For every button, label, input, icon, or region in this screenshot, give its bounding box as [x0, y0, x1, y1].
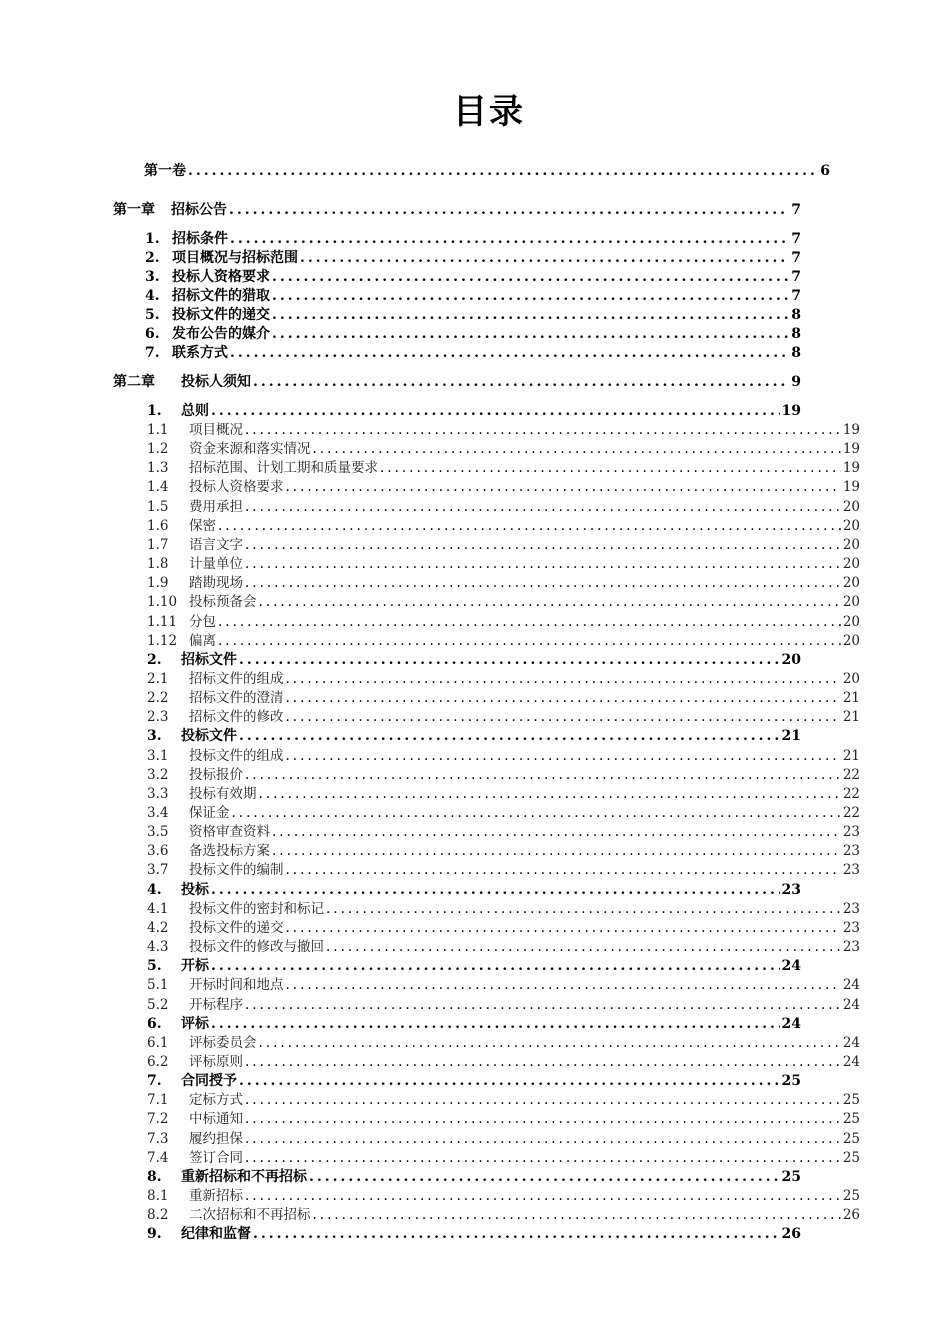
- toc-entry[interactable]: [147, 804, 860, 823]
- toc-entry[interactable]: [145, 306, 801, 325]
- toc-entry-label: 评标委员会: [189, 1034, 257, 1051]
- toc-entry-page: 19: [781, 403, 801, 419]
- toc-dot-leader: [326, 938, 841, 957]
- toc-entry-label: 资格审查资料: [189, 824, 270, 841]
- toc-entry-label: 投标人资格要求: [189, 479, 284, 496]
- toc-entry-number: 7.1: [147, 1092, 169, 1109]
- toc-entry-number: 4.: [145, 288, 160, 304]
- toc-entry-label: 投标文件的修改与撤回: [189, 939, 324, 956]
- toc-entry-number: 4.: [147, 881, 162, 898]
- toc-entry-label: 资金来源和落实情况: [189, 441, 311, 458]
- toc-dot-leader: [232, 804, 841, 823]
- toc-entry-number: 第一章: [113, 202, 155, 218]
- toc-entry[interactable]: [147, 421, 860, 440]
- toc-dot-leader: [239, 1072, 780, 1091]
- toc-entry-number: 2.1: [147, 670, 169, 687]
- toc-dot-leader: [286, 478, 841, 497]
- toc-entry[interactable]: [147, 555, 860, 574]
- toc-entry-page: 25: [781, 1168, 801, 1185]
- toc-dot-leader: [245, 536, 841, 555]
- toc-entry[interactable]: [147, 1091, 860, 1110]
- toc-entry-label: 中标通知: [189, 1111, 243, 1128]
- toc-entry-label: 投标文件的密封和标记: [189, 900, 324, 917]
- toc-entry-label: 保证金: [189, 805, 230, 821]
- toc-entry-label: 开标时间和地点: [189, 977, 284, 994]
- toc-entry-number: 7.2: [147, 1111, 169, 1128]
- toc-entry-page: 20: [842, 536, 860, 553]
- toc-entry[interactable]: [147, 1015, 801, 1034]
- toc-entry[interactable]: [147, 881, 801, 900]
- toc-entry-page: 20: [842, 632, 860, 649]
- toc-entry-number: 1.1: [147, 422, 169, 438]
- toc-entry[interactable]: [147, 1149, 860, 1168]
- toc-entry[interactable]: [147, 402, 801, 421]
- toc-entry[interactable]: [147, 976, 860, 995]
- toc-entry[interactable]: [147, 1072, 801, 1091]
- toc-entry-number: 第二章: [113, 374, 155, 390]
- toc-entry-label: 投标文件的编制: [189, 862, 284, 879]
- toc-dot-leader: [218, 517, 841, 536]
- toc-entry-page: 23: [842, 919, 860, 936]
- toc-entry-page: 24: [842, 1034, 860, 1051]
- toc-entry-number: 8.2: [147, 1207, 169, 1224]
- toc-entry-label: 投标预备会: [189, 594, 257, 611]
- toc-entry-number: 1.9: [147, 575, 169, 592]
- toc-entry-page: 19: [842, 422, 860, 438]
- toc-entry-number: 6.1: [147, 1034, 169, 1051]
- toc-entry-page: 21: [781, 728, 801, 745]
- toc-entry-number: 3.2: [147, 766, 169, 783]
- toc-dot-leader: [245, 498, 841, 517]
- toc-entry-number: 1.: [147, 403, 162, 419]
- toc-entry-number: 7.: [145, 345, 160, 361]
- toc-entry-label: 履约担保: [189, 1130, 243, 1147]
- toc-entry[interactable]: [147, 785, 860, 804]
- toc-entry-label: 开标程序: [189, 996, 243, 1013]
- toc-entry-page: 7: [791, 231, 801, 247]
- toc-entry[interactable]: [147, 1206, 860, 1225]
- toc-entry-number: 3.: [145, 269, 160, 285]
- toc-entry-number: 3.6: [147, 843, 169, 860]
- toc-entry-page: 20: [842, 556, 860, 573]
- toc-entry[interactable]: [147, 919, 860, 938]
- toc-entry-number: 1.8: [147, 556, 169, 573]
- toc-entry[interactable]: [147, 708, 860, 727]
- toc-entry-label: 定标方式: [189, 1092, 243, 1109]
- toc-entry-number: 3.4: [147, 805, 169, 821]
- toc-entry-label: 重新招标和不再招标: [181, 1168, 307, 1185]
- toc-dot-leader: [286, 689, 841, 708]
- toc-entry[interactable]: [145, 268, 801, 287]
- toc-entry-number: 1.11: [147, 613, 178, 630]
- toc-entry-page: 20: [781, 651, 801, 668]
- toc-dot-leader: [286, 919, 841, 938]
- toc-entry-label: 二次招标和不再招标: [189, 1207, 311, 1224]
- toc-dot-leader: [253, 1225, 780, 1244]
- toc-dot-leader: [245, 1130, 841, 1149]
- toc-entry-page: 21: [842, 747, 860, 764]
- toc-entry-page: 22: [842, 766, 860, 783]
- toc-entry-page: 23: [842, 939, 860, 956]
- toc-entry-number: 7.: [147, 1073, 162, 1090]
- toc-entry-label: 联系方式: [172, 345, 228, 361]
- toc-entry-label: 投标文件的递交: [189, 919, 284, 936]
- toc-dot-leader: [259, 593, 841, 612]
- toc-dot-leader: [286, 670, 841, 689]
- toc-entry-number: 5.: [147, 958, 162, 975]
- toc-dot-leader: [253, 373, 789, 392]
- toc-entry-number: 2.: [147, 651, 162, 668]
- toc-dot-leader: [211, 881, 780, 900]
- toc-entry[interactable]: [147, 747, 860, 766]
- toc-entry-label: 招标文件的猎取: [172, 288, 270, 304]
- toc-entry-page: 22: [842, 785, 860, 802]
- toc-entry-label: 招标条件: [172, 231, 228, 247]
- toc-entry-number: 5.1: [147, 977, 169, 994]
- toc-entry-number: 1.12: [147, 632, 178, 649]
- toc-entry-page: 25: [842, 1149, 860, 1166]
- toc-entry[interactable]: [147, 651, 801, 670]
- toc-entry-label: 招标公告: [171, 202, 227, 218]
- toc-entry[interactable]: [147, 842, 860, 861]
- toc-entry[interactable]: [145, 325, 801, 344]
- toc-dot-leader: [272, 823, 841, 842]
- toc-entry-label: 偏离: [189, 632, 216, 649]
- toc-dot-leader: [211, 957, 780, 976]
- toc-entry-label: 备选投标方案: [189, 843, 270, 860]
- toc-entry-page: 21: [842, 690, 860, 707]
- toc-entry-number: 3.7: [147, 862, 169, 879]
- toc-entry-number: 2.2: [147, 690, 169, 707]
- toc-entry-label: 投标文件的组成: [189, 747, 284, 764]
- toc-dot-leader: [326, 900, 841, 919]
- toc-entry-page: 7: [791, 288, 801, 304]
- toc-dot-leader: [188, 162, 818, 181]
- toc-entry-number: 5.2: [147, 996, 169, 1013]
- toc-dot-leader: [245, 1110, 841, 1129]
- toc-entry-number: 4.1: [147, 900, 169, 917]
- toc-entry-label: 招标文件: [181, 651, 237, 668]
- toc-entry-page: 23: [842, 862, 860, 879]
- toc-dot-leader: [259, 1034, 841, 1053]
- toc-entry-page: 9: [791, 374, 801, 390]
- toc-entry-page: 25: [781, 1073, 801, 1090]
- toc-dot-leader: [211, 1015, 780, 1034]
- toc-entry[interactable]: [144, 162, 830, 181]
- toc-entry-page: 23: [842, 900, 860, 917]
- toc-entry-page: 20: [842, 670, 860, 687]
- toc-entry-label: 招标文件的修改: [189, 709, 284, 726]
- toc-entry[interactable]: [113, 373, 801, 392]
- toc-dot-leader: [245, 421, 841, 440]
- toc-dot-leader: [309, 1168, 780, 1187]
- toc-entry-number: 7.4: [147, 1149, 169, 1166]
- toc-entry[interactable]: [147, 670, 860, 689]
- toc-dot-leader: [313, 1206, 841, 1225]
- toc-entry[interactable]: [147, 613, 860, 632]
- toc-entry-page: 8: [791, 326, 801, 342]
- toc-entry-page: 21: [842, 709, 860, 726]
- toc-entry-label: 第一卷: [144, 163, 186, 179]
- toc-entry[interactable]: [147, 996, 860, 1015]
- toc-dot-leader: [230, 344, 789, 363]
- toc-entry[interactable]: [145, 230, 801, 249]
- toc-dot-leader: [286, 976, 841, 995]
- toc-entry-number: 3.: [147, 728, 162, 745]
- toc-entry[interactable]: [147, 517, 860, 536]
- toc-entry-number: 3.3: [147, 785, 169, 802]
- toc-dot-leader: [313, 440, 841, 459]
- toc-dot-leader: [229, 201, 789, 220]
- toc-entry-page: 7: [791, 269, 801, 285]
- toc-entry[interactable]: [145, 344, 801, 363]
- toc-entry-label: 重新招标: [189, 1188, 243, 1204]
- toc-entry-label: 招标文件的澄清: [189, 690, 284, 707]
- toc-entry-label: 分包: [189, 613, 216, 630]
- toc-entry-page: 20: [842, 498, 860, 515]
- toc-entry-page: 20: [842, 517, 860, 534]
- toc-entry-number: 8.: [147, 1168, 162, 1185]
- toc-entry-page: 7: [791, 202, 801, 218]
- toc-entry[interactable]: [147, 1187, 860, 1206]
- toc-dot-leader: [211, 402, 780, 421]
- toc-dot-leader: [272, 287, 789, 306]
- toc-entry[interactable]: [147, 459, 860, 478]
- toc-entry[interactable]: [145, 249, 801, 268]
- toc-entry-label: 语言文字: [189, 536, 243, 553]
- page-title: 目录: [453, 92, 525, 132]
- toc-entry-page: 25: [842, 1188, 860, 1204]
- toc-entry-number: 2.3: [147, 709, 169, 726]
- toc-dot-leader: [300, 249, 789, 268]
- toc-entry[interactable]: [147, 1130, 860, 1149]
- toc-entry-number: 5.: [145, 307, 160, 323]
- toc-entry-label: 投标报价: [189, 766, 243, 783]
- toc-entry-label: 招标范围、计划工期和质量要求: [189, 460, 378, 477]
- toc-entry-number: 3.5: [147, 824, 169, 841]
- toc-dot-leader: [218, 613, 841, 632]
- toc-dot-leader: [245, 1091, 841, 1110]
- toc-entry-label: 投标有效期: [189, 785, 257, 802]
- toc-entry-page: 25: [842, 1111, 860, 1128]
- toc-entry-label: 招标文件的组成: [189, 670, 284, 687]
- toc-entry-label: 费用承担: [189, 498, 243, 515]
- toc-entry-label: 评标: [181, 1015, 209, 1032]
- toc-entry[interactable]: [147, 632, 860, 651]
- toc-entry-label: 投标文件: [181, 728, 237, 745]
- toc-entry[interactable]: [147, 1053, 860, 1072]
- toc-entry[interactable]: [147, 938, 860, 957]
- toc-entry-label: 合同授予: [181, 1073, 237, 1090]
- toc-dot-leader: [245, 996, 841, 1015]
- toc-entry[interactable]: [147, 689, 860, 708]
- toc-dot-leader: [272, 325, 789, 344]
- toc-entry-page: 23: [781, 881, 801, 898]
- toc-dot-leader: [286, 747, 841, 766]
- toc-entry-number: 2.: [145, 250, 160, 266]
- toc-entry[interactable]: [147, 1225, 801, 1244]
- toc-entry-label: 保密: [189, 517, 216, 534]
- toc-entry-number: 1.3: [147, 460, 169, 477]
- toc-entry[interactable]: [147, 498, 860, 517]
- toc-entry-page: 19: [842, 460, 860, 477]
- toc-entry-label: 投标人资格要求: [172, 269, 270, 285]
- toc-entry-page: 26: [842, 1207, 860, 1224]
- toc-entry[interactable]: [113, 201, 801, 220]
- toc-entry-number: 1.2: [147, 441, 169, 458]
- toc-entry-label: 发布公告的媒介: [172, 326, 270, 342]
- toc-entry-page: 8: [791, 307, 801, 323]
- toc-entry-page: 22: [842, 805, 860, 821]
- toc-entry[interactable]: [147, 478, 860, 497]
- toc-entry[interactable]: [147, 1034, 860, 1053]
- toc-entry[interactable]: [147, 727, 801, 746]
- toc-entry-page: 8: [791, 345, 801, 361]
- toc-entry-page: 6: [820, 163, 830, 179]
- toc-entry-page: 20: [842, 613, 860, 630]
- toc-dot-leader: [245, 574, 841, 593]
- toc-entry[interactable]: [147, 900, 860, 919]
- toc-entry-label: 踏勘现场: [189, 575, 243, 592]
- toc-entry-page: 24: [781, 1015, 801, 1032]
- toc-entry-number: 1.: [145, 231, 160, 247]
- toc-entry-label: 投标文件的递交: [172, 307, 270, 323]
- toc-entry-number: 1.5: [147, 498, 169, 515]
- toc-entry[interactable]: [147, 861, 860, 880]
- toc-dot-leader: [218, 632, 841, 651]
- toc-dot-leader: [272, 306, 789, 325]
- toc-entry[interactable]: [147, 766, 860, 785]
- toc-entry-number: 6.: [145, 326, 160, 342]
- toc-entry-page: 20: [842, 575, 860, 592]
- toc-entry[interactable]: [147, 536, 860, 555]
- toc-entry-label: 投标: [181, 881, 209, 898]
- toc-entry-page: 7: [791, 250, 801, 266]
- toc-dot-leader: [259, 785, 841, 804]
- toc-entry-page: 25: [842, 1092, 860, 1109]
- toc-entry-page: 24: [781, 958, 801, 975]
- toc-entry-number: 8.1: [147, 1188, 169, 1204]
- toc-entry[interactable]: [147, 593, 860, 612]
- toc-entry-label: 开标: [181, 958, 209, 975]
- toc-entry[interactable]: [147, 1168, 801, 1187]
- toc-entry-label: 纪律和监督: [181, 1226, 251, 1243]
- toc-entry-label: 投标人须知: [181, 374, 251, 390]
- toc-entry[interactable]: [147, 957, 801, 976]
- toc-entry-page: 23: [842, 824, 860, 841]
- toc-entry-label: 评标原则: [189, 1053, 243, 1070]
- toc-dot-leader: [245, 766, 841, 785]
- toc-entry-page: 23: [842, 843, 860, 860]
- toc-entry-label: 项目概况与招标范围: [172, 250, 298, 266]
- toc-entry[interactable]: [147, 823, 860, 842]
- toc-entry-page: 24: [842, 996, 860, 1013]
- toc-dot-leader: [239, 727, 780, 746]
- toc-entry[interactable]: [147, 440, 860, 459]
- toc-dot-leader: [245, 1149, 841, 1168]
- toc-dot-leader: [239, 651, 780, 670]
- toc-entry[interactable]: [147, 574, 860, 593]
- toc-entry-number: 3.1: [147, 747, 169, 764]
- toc-entry-number: 4.2: [147, 919, 169, 936]
- toc-entry[interactable]: [147, 1110, 860, 1129]
- toc-dot-leader: [272, 268, 789, 287]
- toc-entry-number: 1.6: [147, 517, 169, 534]
- toc-dot-leader: [230, 230, 789, 249]
- toc-entry[interactable]: [145, 287, 801, 306]
- toc-entry-label: 项目概况: [189, 422, 243, 438]
- toc-entry-number: 9.: [147, 1226, 162, 1243]
- toc-entry-page: 24: [842, 1053, 860, 1070]
- toc-dot-leader: [380, 459, 841, 478]
- toc-entry-number: 4.3: [147, 939, 169, 956]
- toc-entry-page: 20: [842, 594, 860, 611]
- toc-entry-number: 1.10: [147, 594, 178, 611]
- toc-entry-page: 26: [781, 1226, 801, 1243]
- toc-dot-leader: [286, 861, 841, 880]
- toc-entry-page: 19: [842, 479, 860, 496]
- toc-dot-leader: [245, 1053, 841, 1072]
- toc-entry-page: 19: [842, 441, 860, 458]
- toc-dot-leader: [245, 1187, 841, 1206]
- toc-entry-page: 25: [842, 1130, 860, 1147]
- toc-entry-label: 计量单位: [189, 556, 243, 573]
- toc-entry-label: 总则: [181, 403, 209, 419]
- toc-entry-number: 6.2: [147, 1053, 169, 1070]
- toc-entry-page: 24: [842, 977, 860, 994]
- toc-entry-number: 1.4: [147, 479, 169, 496]
- toc-entry-number: 6.: [147, 1015, 162, 1032]
- toc-dot-leader: [272, 842, 841, 861]
- toc-entry-number: 7.3: [147, 1130, 169, 1147]
- toc-dot-leader: [286, 708, 841, 727]
- toc-entry-label: 签订合同: [189, 1149, 243, 1166]
- toc-entry-number: 1.7: [147, 536, 169, 553]
- toc-dot-leader: [245, 555, 841, 574]
